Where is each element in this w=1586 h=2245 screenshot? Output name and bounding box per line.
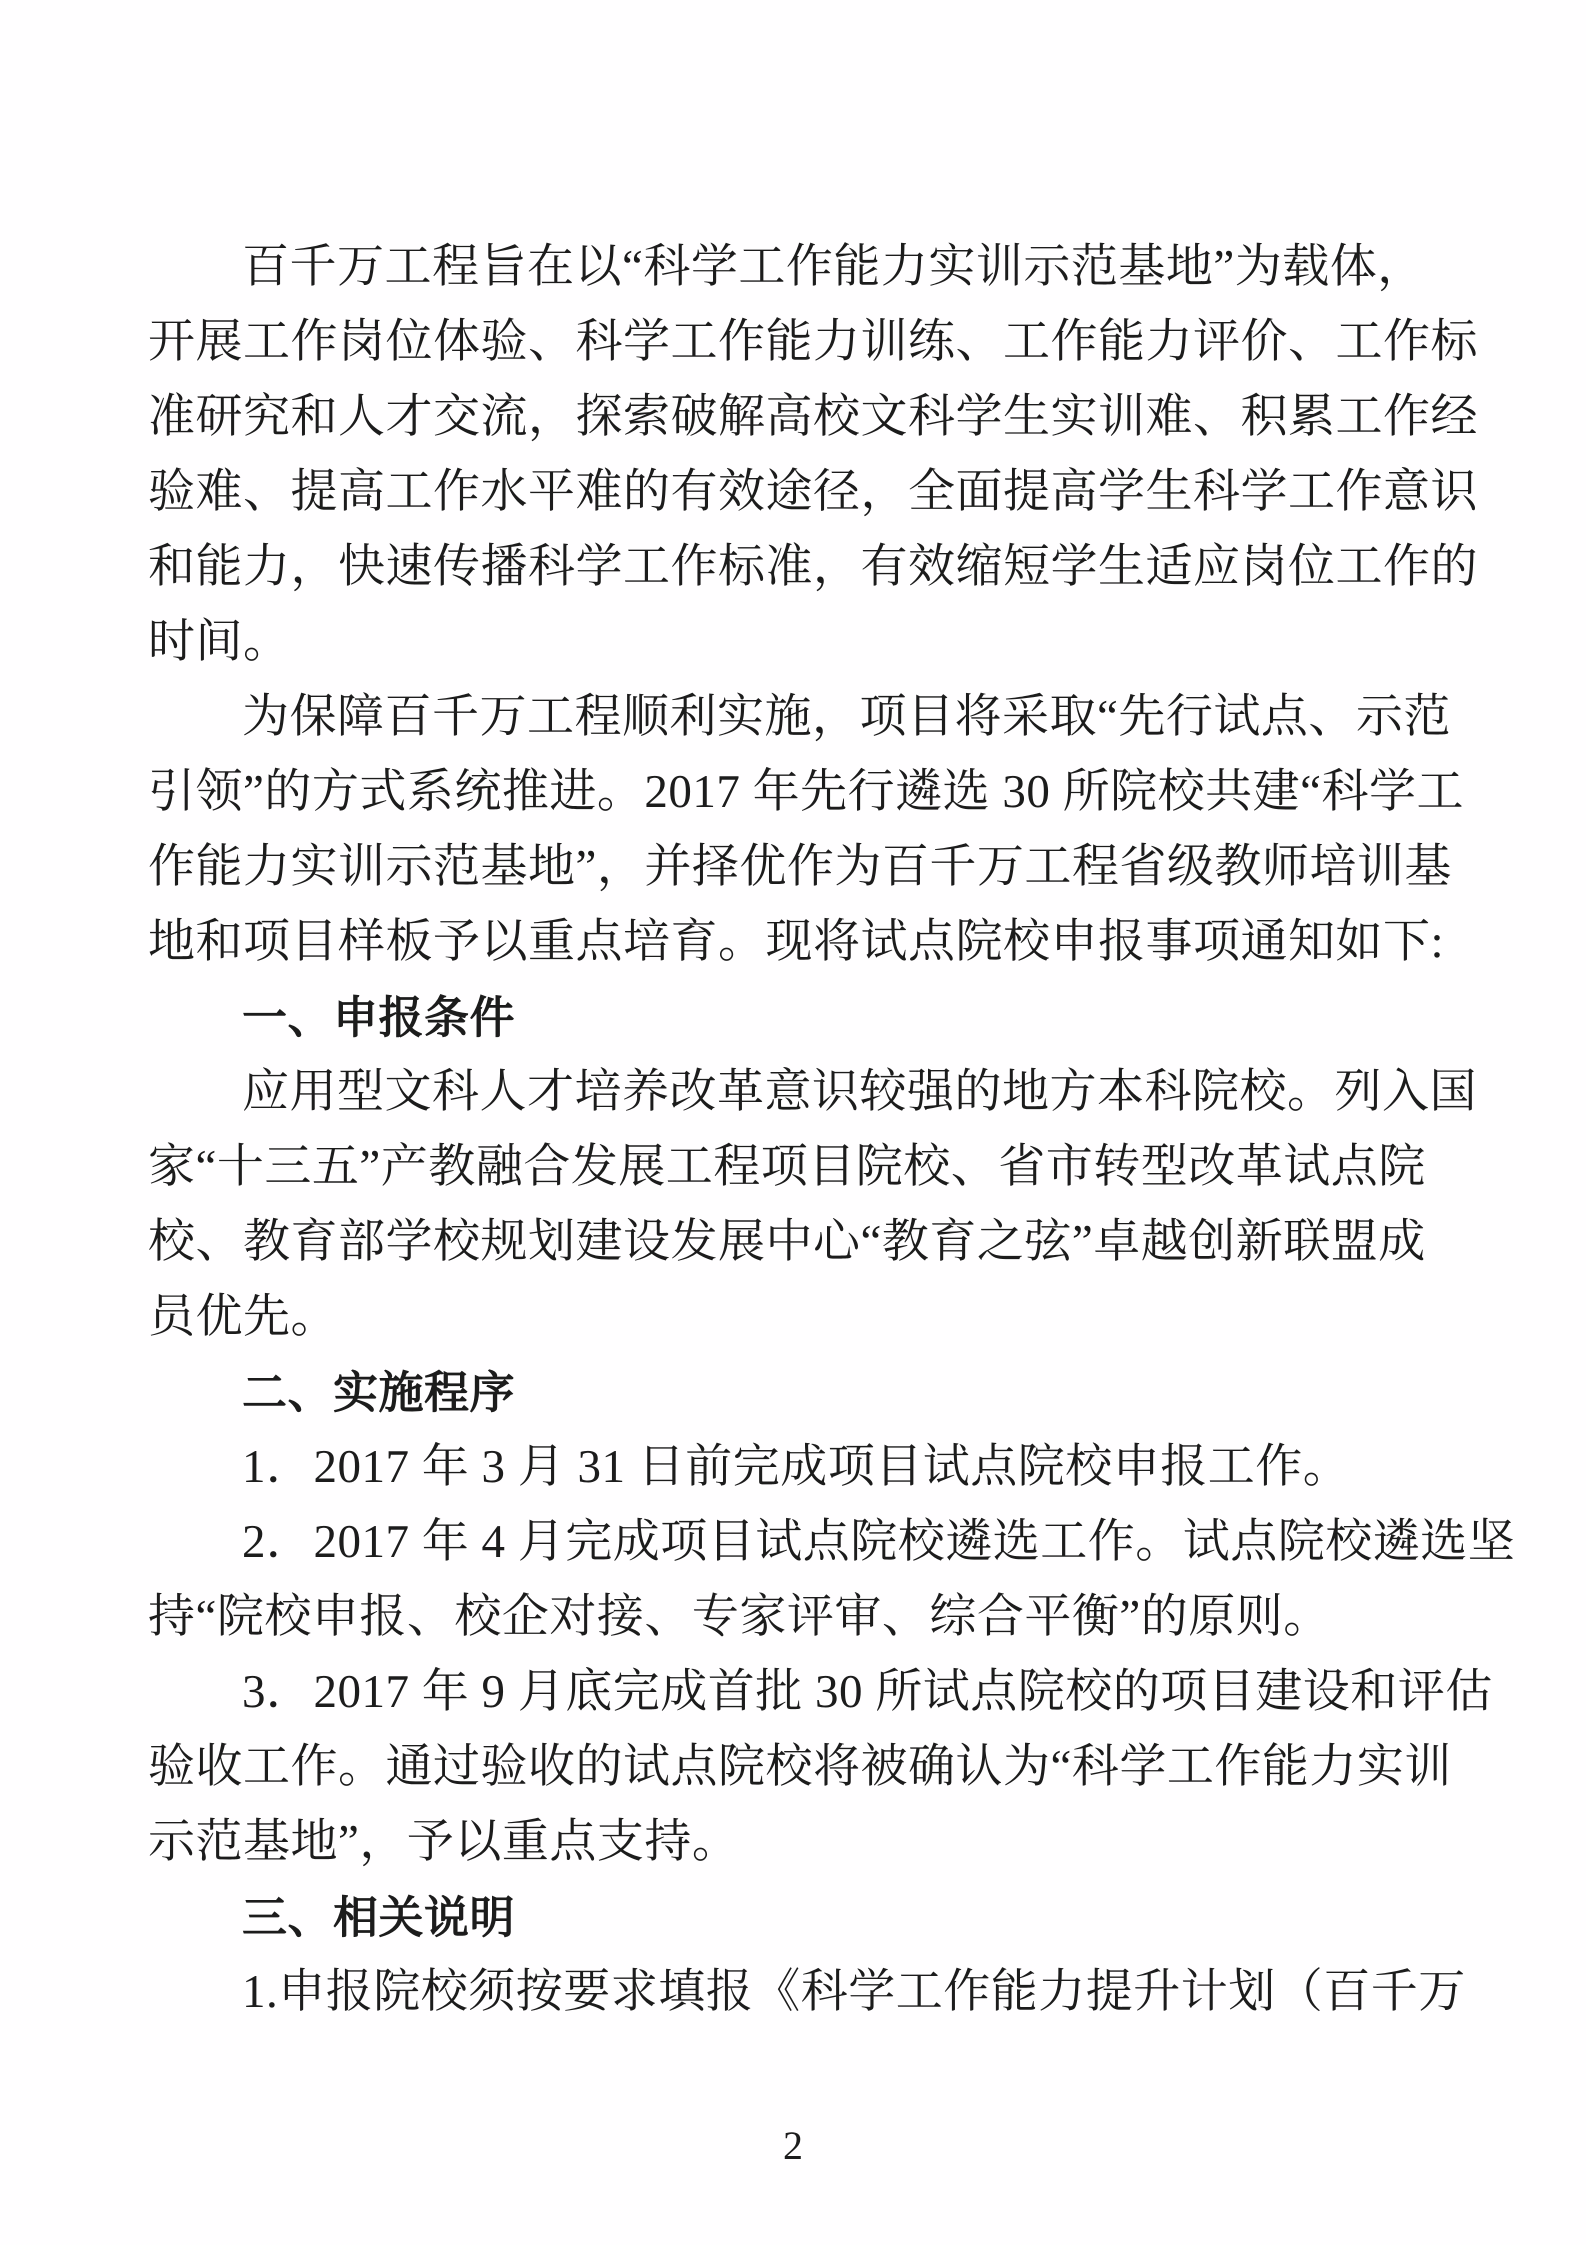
- paragraph-line: 员优先。: [148, 1291, 338, 1343]
- paragraph-line: 校、教育部学校规划建设发展中心“教育之弦”卓越创新联盟成: [148, 1216, 1426, 1268]
- list-item-line: 1．2017 年 3 月 31 日前完成项目试点院校申报工作。: [242, 1441, 1351, 1493]
- paragraph-line: 示范基地”，予以重点支持。: [148, 1816, 740, 1868]
- paragraph-line: 验收工作。通过验收的试点院校将被确认为“科学工作能力实训: [148, 1741, 1452, 1793]
- page-number: 2: [783, 2123, 803, 2168]
- paragraph-line: 开展工作岗位体验、科学工作能力训练、工作能力评价、工作标: [148, 316, 1478, 368]
- list-item-line: 2．2017 年 4 月完成项目试点院校遴选工作。试点院校遴选坚: [242, 1516, 1516, 1568]
- paragraph-line: 引领”的方式系统推进。2017 年先行遴选 30 所院校共建“科学工: [148, 766, 1464, 818]
- paragraph-line: 和能力，快速传播科学工作标准，有效缩短学生适应岗位工作的: [148, 541, 1478, 593]
- paragraph-line: 验难、提高工作水平难的有效途径，全面提高学生科学工作意识: [148, 466, 1478, 518]
- paragraph-line: 为保障百千万工程顺利实施，项目将采取“先行试点、示范: [242, 691, 1451, 743]
- paragraph-line: 作能力实训示范基地”，并择优作为百千万工程省级教师培训基: [148, 841, 1452, 893]
- paragraph-line: 准研究和人才交流，探索破解高校文科学生实训难、积累工作经: [148, 391, 1478, 443]
- paragraph-line: 地和项目样板予以重点培育。现将试点院校申报事项通知如下:: [148, 916, 1445, 968]
- document-body: [148, 230, 1516, 2030]
- paragraph-line: 持“院校申报、校企对接、专家评审、综合平衡”的原则。: [148, 1591, 1331, 1643]
- section-heading-related-notes: 三、相关说明: [242, 1892, 516, 1943]
- section-heading-application-conditions: 一、申报条件: [242, 992, 516, 1043]
- paragraph-line: 时间。: [148, 616, 291, 668]
- paragraph-line: 百千万工程旨在以“科学工作能力实训示范基地”为载体，: [242, 241, 1425, 293]
- section-heading-implementation-procedure: 二、实施程序: [242, 1367, 516, 1418]
- paragraph-line: 家“十三五”产教融合发展工程项目院校、省市转型改革试点院: [148, 1141, 1426, 1193]
- list-item-line: 3．2017 年 9 月底完成首批 30 所试点院校的项目建设和评估: [242, 1666, 1493, 1718]
- paragraph-line: 应用型文科人才培养改革意识较强的地方本科院校。列入国: [242, 1066, 1477, 1118]
- list-item-line: 1.申报院校须按要求填报《科学工作能力提升计划（百千万: [242, 1966, 1466, 2018]
